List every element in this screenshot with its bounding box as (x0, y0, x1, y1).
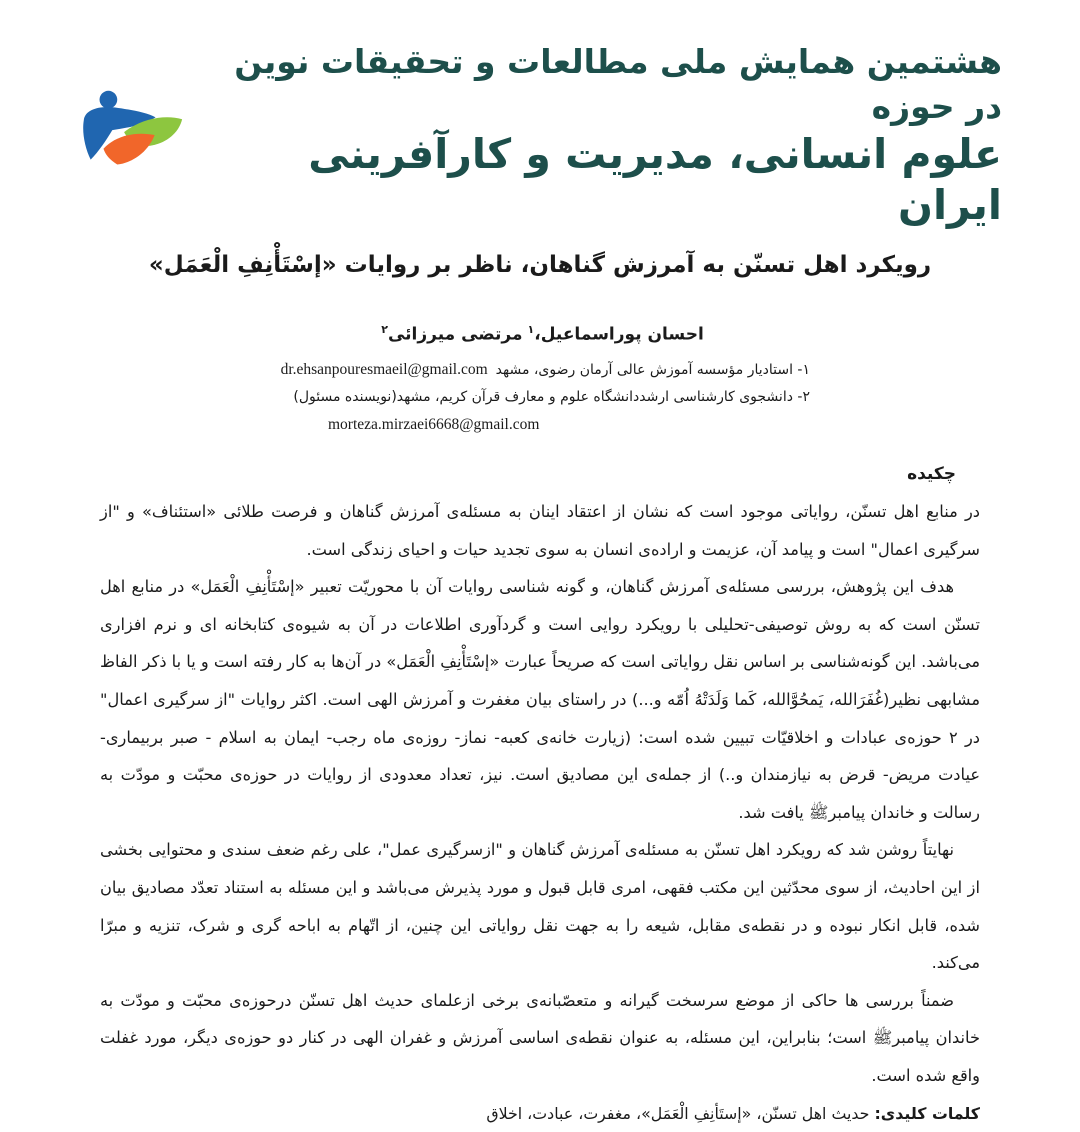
conference-title-line1: هشتمین همایش ملی مطالعات و تحقیقات نوین در حوزه (204, 40, 1002, 129)
affiliation-email-2-row (270, 411, 810, 439)
author-marker-1: ۱ (528, 323, 535, 336)
abstract-section (100, 464, 980, 1132)
abstract-paragraph-2: هدف این پژوهش، بررسی مسئله‌ی آمرزش گناهان، و گونه شناسی روایات آن با محوریّت تعبیر «إسْتَأْنِفِ الْعَمَل» در منابع اهل تسنّن است که به روش توصیفی-تحلیلی با رویکرد روایی است و گردآوری اطلاعات در آن به شیوه‌ی کتابخانه ای و نرم افزاری می‌باشد. این گونه‌شناسی بر اساس نقل روایاتی است که صریحاً عبارت «إسْتَأْنِفِ الْعَمَل» در آن‌ها به کار رفته است و یا با ذکر الفاظ مشابهی نظیر(غُفَرَالله، یَمحُوَّالله، کَما وَلَدَتْهُ اُمّه و...) در راستای بیان مغفرت و آمرزش الهی است. اکثر روایات "از سرگیری اعمال" در ۲ حوزه‌ی عبادات و اخلاقیّات تبیین شده است: (زیارت خانه‌ی کعبه- نماز- روزه‌ی ماه رجب- ایمان به اسلام - صبر بربیماری- عیادت مریض- قرض به نیازمندان و..) از جمله‌ی این مصادیق است. نیز، تعداد معدودی از روایات در حوزه‌ی محبّت و مودّت به رسالت و خاندان پیامبرﷺ یافت شد. (100, 568, 980, 831)
affiliation-item-2 (270, 384, 810, 411)
logo-person-head (100, 91, 118, 109)
abstract-paragraph-4: ضمناً بررسی ها حاکی از موضع سرسخت گیرانه و متعصّبانه‌ی برخی ازعلمای حدیث اهل تسنّن درحوزه‌ی محبّت و مودّت به خاندان پیامبرﷺ است؛ بنابراین، این مسئله، به عنوان نقطه‌ی اساسی آمرزش و غفران الهی در کنار دو حوزه‌ی دیگر، مورد غفلت واقع شده است. (100, 982, 980, 1095)
abstract-paragraph-1: در منابع اهل تسنّن، روایاتی موجود است که نشان از اعتقاد اینان به مسئله‌ی آمرزش گناهان و فرصت طلائی «استئناف» و "از سرگیری اعمال" است و پیامد آن، عزیمت و اراده‌ی انسان به سوی تجدید حیات و احیای زندگی است. (100, 493, 980, 568)
keywords-label: کلمات کلیدی: (874, 1104, 980, 1123)
keywords-text: حدیث اهل تسنّن، «إستَأنِفِ الْعَمَل»، مغفرت، عبادت، اخلاق (486, 1104, 869, 1123)
affiliation-text-1: ۱- استادیار مؤسسه آموزش عالی آرمان رضوی، مشهد (496, 362, 810, 378)
logo-orange-leaf (103, 133, 154, 164)
affiliation-email-1: dr.ehsanpouresmaeil@gmail.com (281, 361, 488, 378)
author-name-2: مرتضی میرزائی (388, 325, 523, 345)
affiliations (270, 356, 810, 439)
conference-logo-icon (72, 86, 190, 186)
abstract-heading: چکیده (100, 464, 980, 484)
conference-header (72, 40, 1002, 232)
author-name-1: احسان پوراسماعیل، (534, 325, 704, 345)
authors-line (60, 323, 1020, 345)
abstract-paragraph-3: نهایتاً روشن شد که رویکرد اهل تسنّن به مسئله‌ی آمرزش گناهان و "ازسرگیری عمل"، علی رغم ضعف سندی و محتوایی بخشی از این احادیث، از سوی محدّثین این مکتب فقهی، امری قابل قبول و مورد پذیرش می‌باشد و این مسئله به استناد تعدّد مصادیق بیان شده، قابل انکار نبوده و در نقطه‌ی مقابل، شیعه را به جهت نقل روایاتی این چنین، از اتّهام به اباحه گری و شرک، تنزیه و مبرّا می‌کند. (100, 831, 980, 981)
affiliation-item-1 (270, 356, 810, 384)
paper-title: رویکرد اهل تسنّن به آمرزش گناهان، ناظر بر روایات «إسْتَأْنِفِ الْعَمَل» (60, 252, 1020, 278)
conference-title (204, 40, 1002, 232)
author-marker-2: ۲ (381, 323, 388, 336)
affiliation-text-2: ۲- دانشجوی کارشناسی ارشددانشگاه علوم و معارف قرآن کریم، مشهد(نویسنده مسئول) (293, 389, 810, 405)
affiliation-email-2: morteza.mirzaei6668@gmail.com (328, 416, 539, 433)
conference-title-line2: علوم انسانی، مدیریت و کارآفرینی ایران (204, 129, 1002, 232)
keywords-line (100, 1095, 980, 1132)
